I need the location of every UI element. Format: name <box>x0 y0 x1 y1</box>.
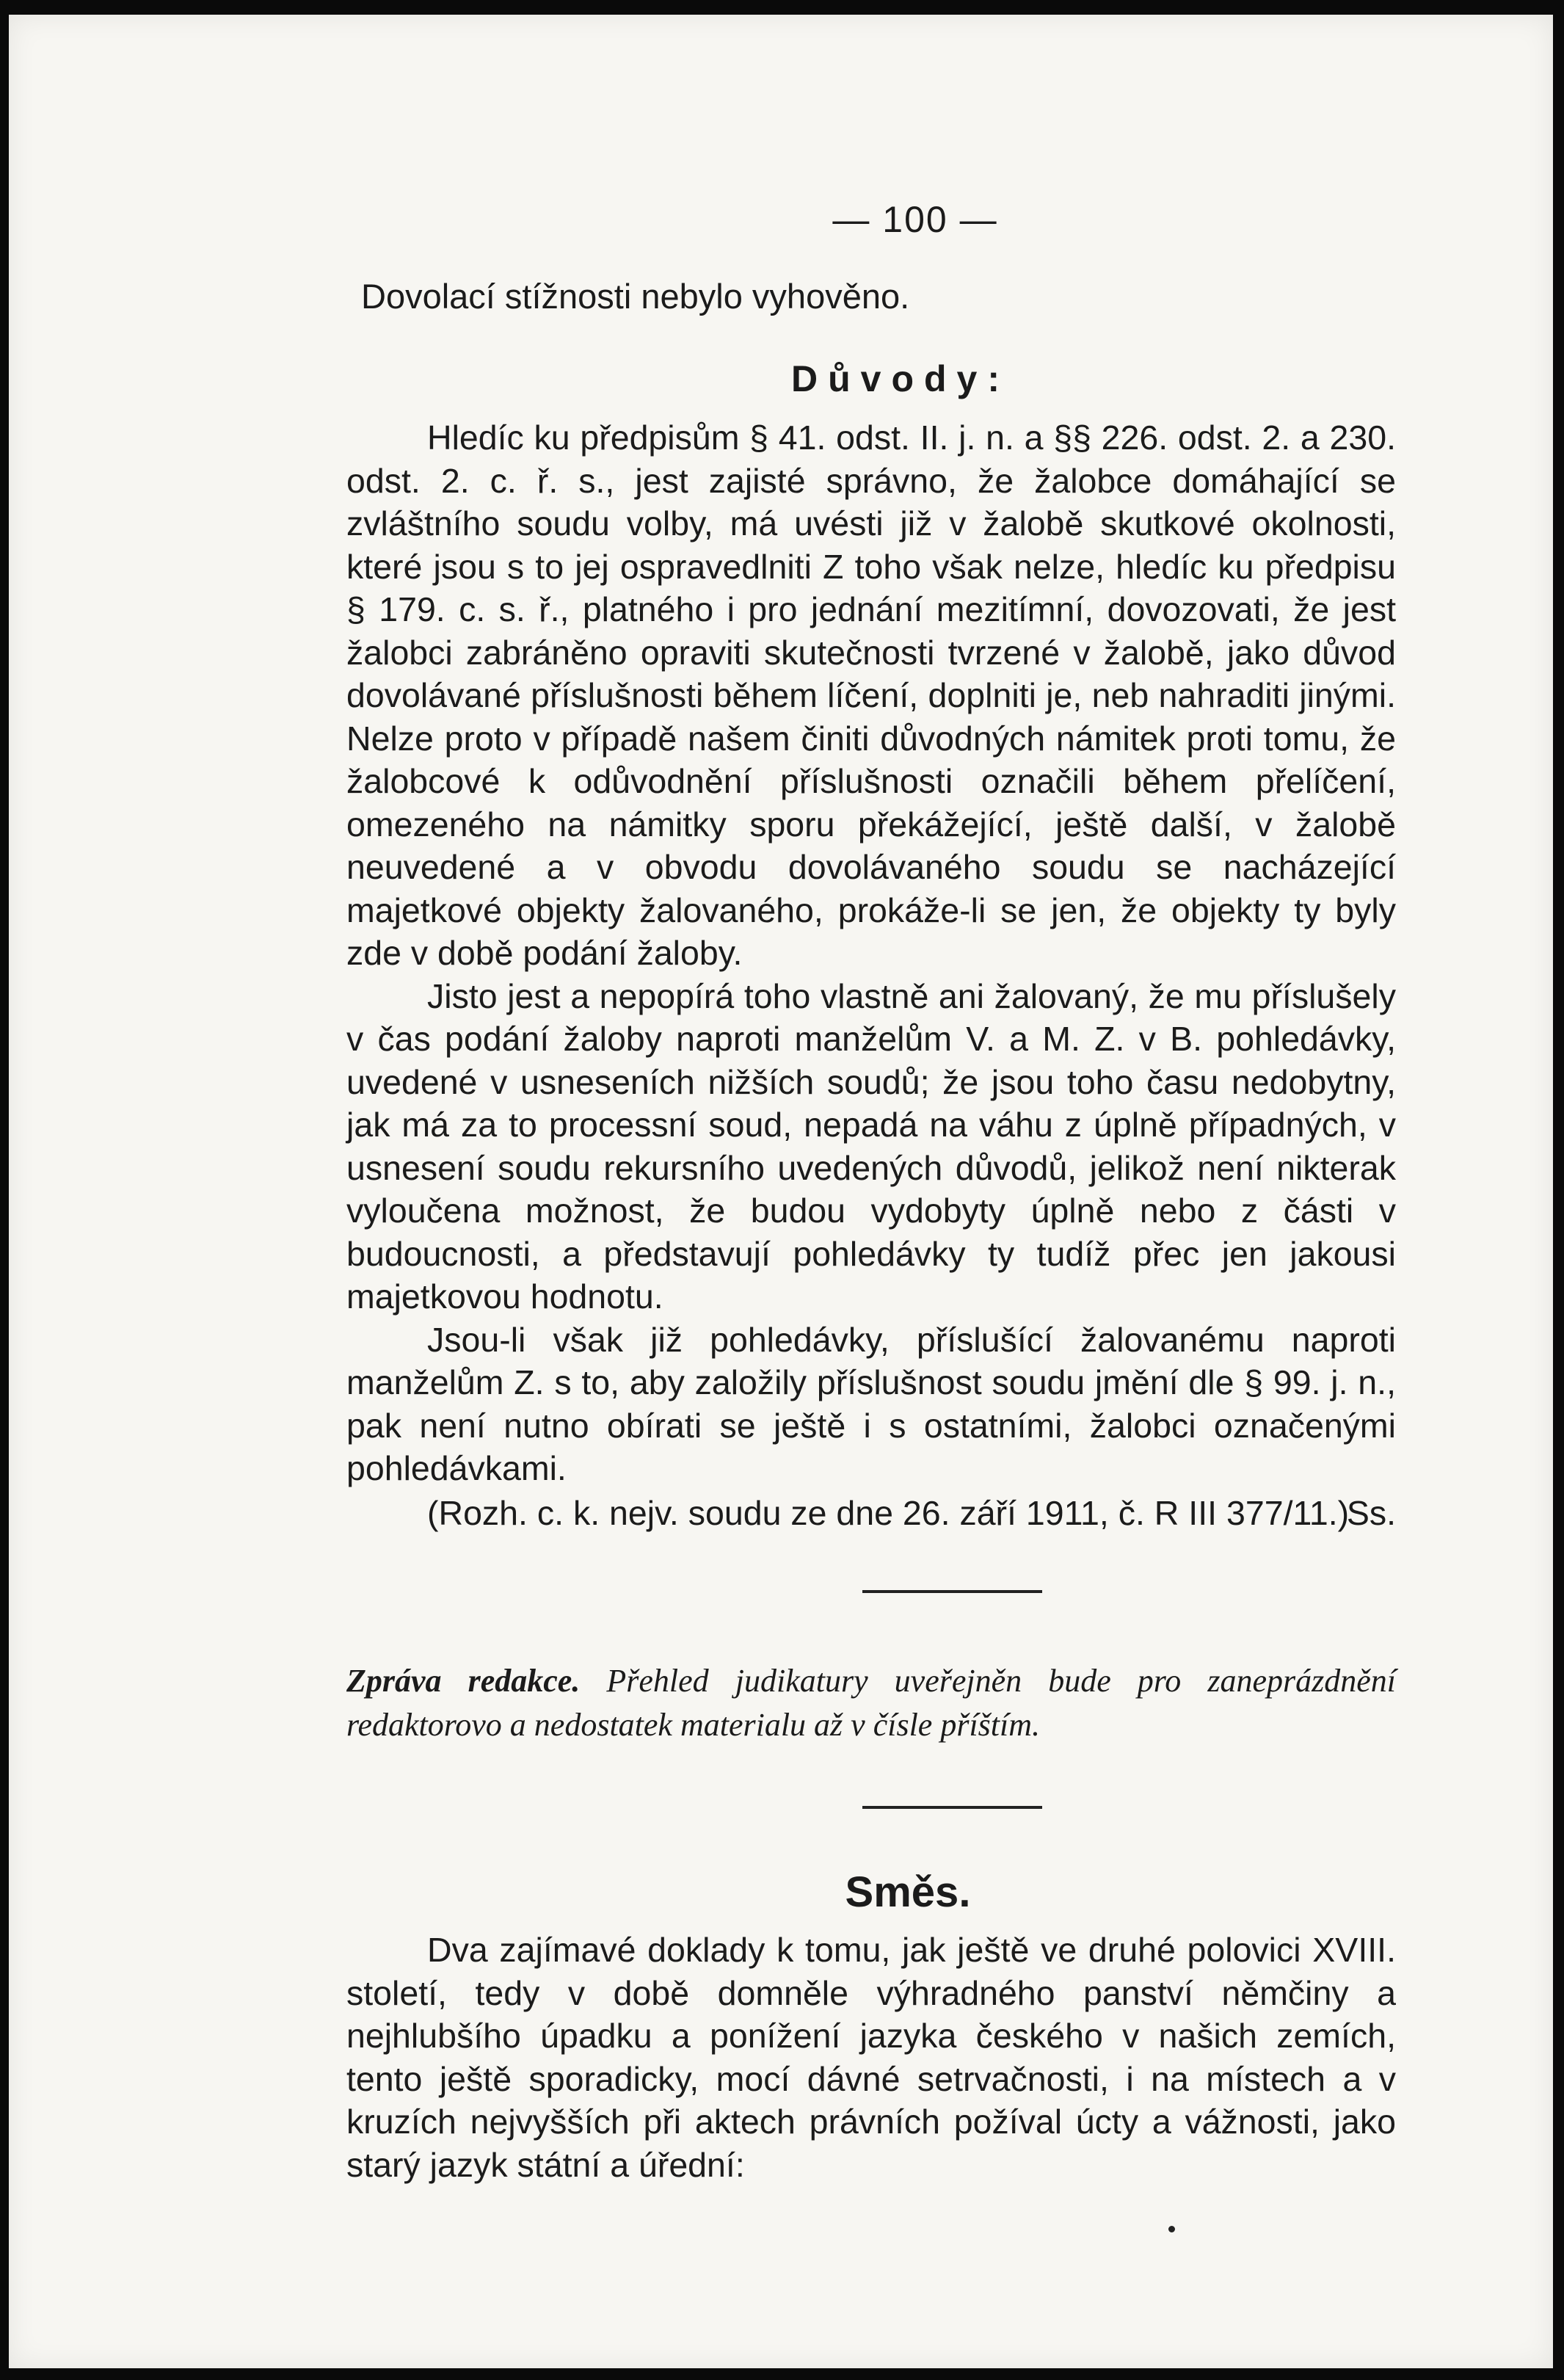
ink-dot <box>1168 2226 1175 2232</box>
editorial-notice <box>346 1659 1396 1747</box>
reasons-heading: Důvody: <box>791 358 1010 399</box>
reason-paragraph-2: Jisto jest a nepopírá toho vlastně ani žalovaný, že mu příslušely v čas podání žaloby naproti manželům V. a M. Z. v B. pohledávky, uvedené v usneseních nižších soudů; že jsou toho času nedobytny, jak má za to processní soud, nepadá na váhu z úplně případných, v usnesení soudu rekursního uvedených důvodů, jelikož není nikterak vyloučena možnost, že budou vydobyty úplně nebo z části v budoucnosti, a představují pohledávky ty tudíž přec jen jakousi majetkovou hodnotu. <box>346 976 1396 1316</box>
court-citation <box>346 1492 1396 1535</box>
section-title: Směs. <box>845 1868 971 1916</box>
book-page <box>9 15 1553 2368</box>
reason-paragraph-3: Jsou-li však již pohledávky, příslušící žalovanému naproti manželům Z. s to, aby založily příslušnost soudu jmění dle § 99. j. n., pak není nutno obírati se ještě i s ostatními, žalobci označenými pohledávkami. <box>346 1320 1396 1487</box>
citation-text: (Rozh. c. k. nejv. soudu ze dne 26. září 1911, č. R III 377/11.) <box>427 1493 1350 1532</box>
notice-text: Přehled judikatury uveřejněn bude pro zaneprázdnění redaktorovo a nedostatek materialu až v čísle příštím. <box>346 1663 1397 1743</box>
section-paragraph: Dva zajímavé doklady k tomu, jak ještě ve druhé polovici XVIII. století, tedy v době domněle výhradného panství němčiny a nejhlubšího úpadku a ponížení jazyka českého v našich zemích, tento ještě sporadicky, mocí dávné setrvačnosti, i na místech a v kruzích nejvyšších při aktech právních požíval úcty a vážnosti, jako starý jazyk státní a úřední: <box>346 1931 1396 2184</box>
reason-paragraph-1: Hledíc ku předpisům § 41. odst. II. j. n. a §§ 226. odst. 2. a 230. odst. 2. c. ř. s., jest zajisté správno, že žalobce domáhající se zvláštního soudu volby, má uvésti již v žalobě skutkové okolnosti, které jsou s to jej ospravedlniti Z toho však nelze, hledíc ku předpisu § 179. c. s. ř., platného i pro jednání mezitímní, dovozovati, že jest žalobci zabráněno opraviti skutečnosti tvrzené v žalobě, jako důvod dovolávané příslušnosti během líčení, doplniti je, neb nahraditi jinými. Nelze proto v případě našem činiti důvodných námitek proti tomu, že žalobcové k odůvodnění příslušnosti označili během přelíčení, omezeného na námitky sporu překážející, ještě další, v žalobě neuvedené a v obvodu dovolávaného soudu se nacházející majetkové objekty žalovaného, prokáže-li se jen, že objekty ty byly zde v době podání žaloby. <box>346 418 1396 972</box>
page-number: — 100 — <box>832 199 998 240</box>
decision-lead: Dovolací stížnosti nebylo vyhověno. <box>361 277 910 316</box>
notice-title: Zpráva redakce. <box>346 1663 581 1699</box>
text-column <box>346 198 1396 2186</box>
section-divider <box>862 1806 1042 1809</box>
section-divider <box>862 1590 1042 1593</box>
citation-signature: Ss. <box>1346 1493 1396 1532</box>
